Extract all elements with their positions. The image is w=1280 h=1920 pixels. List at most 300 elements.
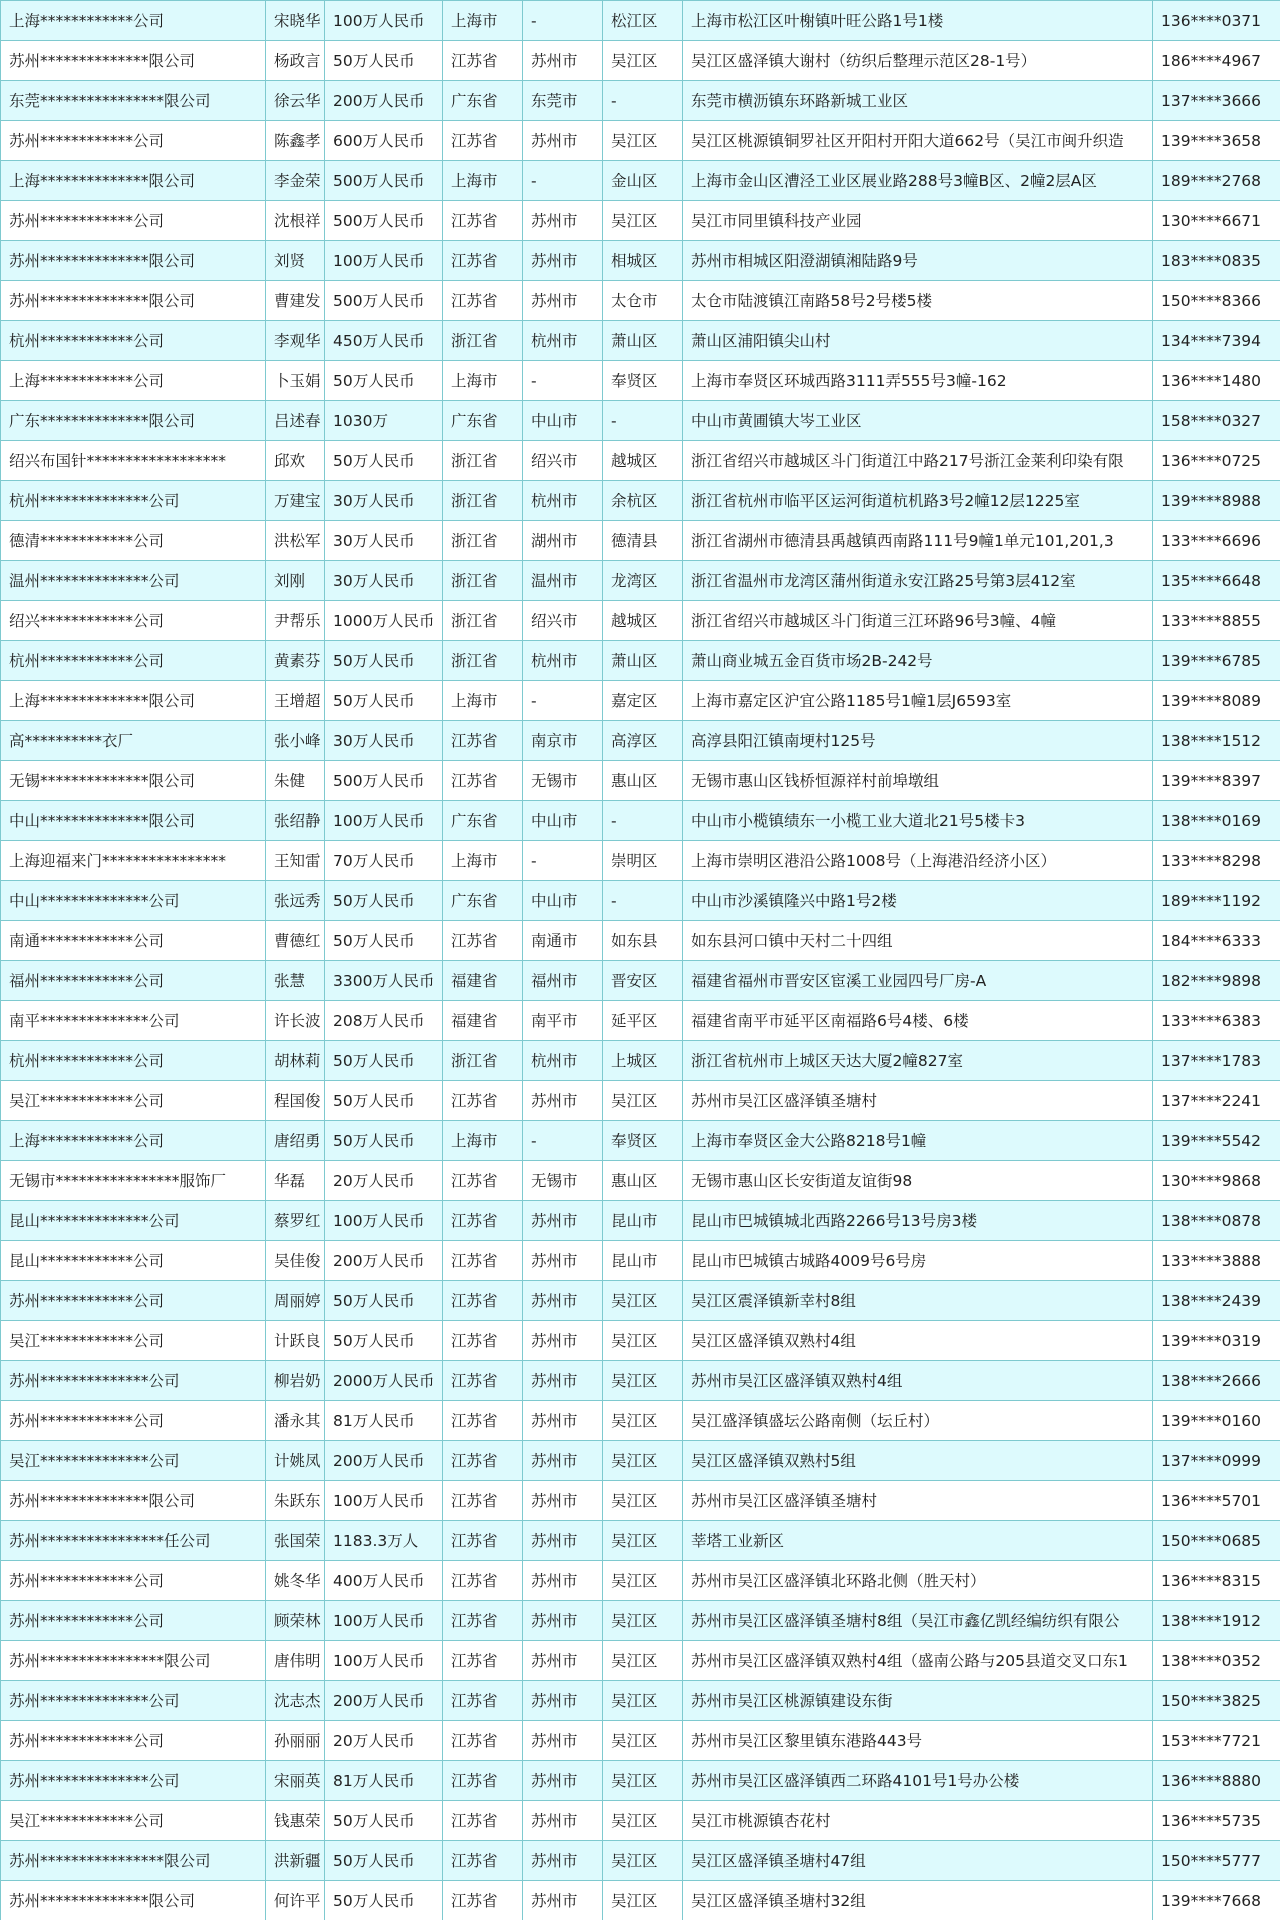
contact-name-cell[interactable]: 张小峰 [266,721,325,761]
company-name-cell[interactable]: 南通************公司 [1,921,266,961]
province-cell[interactable]: 江苏省 [443,1201,523,1241]
registered-capital-cell[interactable]: 50万人民币 [325,681,443,721]
city-cell[interactable]: 杭州市 [523,481,603,521]
address-cell[interactable]: 上海市奉贤区金大公路8218号1幢 [683,1121,1153,1161]
company-name-cell[interactable]: 杭州************公司 [1,321,266,361]
phone-cell[interactable]: 134****7394 [1153,321,1280,361]
registered-capital-cell[interactable]: 100万人民币 [325,1481,443,1521]
contact-name-cell[interactable]: 胡林莉 [266,1041,325,1081]
district-cell[interactable]: 奉贤区 [603,361,683,401]
contact-name-cell[interactable]: 宋丽英 [266,1761,325,1801]
address-cell[interactable]: 中山市沙溪镇隆兴中路1号2楼 [683,881,1153,921]
address-cell[interactable]: 浙江省湖州市德清县禹越镇西南路111号9幢1单元101,201,3 [683,521,1153,561]
address-cell[interactable]: 萧山区浦阳镇尖山村 [683,321,1153,361]
registered-capital-cell[interactable]: 100万人民币 [325,1641,443,1681]
phone-cell[interactable]: 183****0835 [1153,241,1280,281]
phone-cell[interactable]: 139****3658 [1153,121,1280,161]
city-cell[interactable]: 苏州市 [523,121,603,161]
company-name-cell[interactable]: 苏州************公司 [1,1601,266,1641]
district-cell[interactable]: 吴江区 [603,1441,683,1481]
district-cell[interactable]: 吴江区 [603,1801,683,1841]
district-cell[interactable]: 吴江区 [603,1081,683,1121]
address-cell[interactable]: 吴江区盛泽镇圣塘村32组 [683,1881,1153,1920]
address-cell[interactable]: 吴江区盛泽镇双熟村4组 [683,1321,1153,1361]
phone-cell[interactable]: 136****1480 [1153,361,1280,401]
registered-capital-cell[interactable]: 30万人民币 [325,521,443,561]
company-name-cell[interactable]: 苏州**************限公司 [1,241,266,281]
address-cell[interactable]: 吴江市同里镇科技产业园 [683,201,1153,241]
province-cell[interactable]: 江苏省 [443,1841,523,1881]
district-cell[interactable]: 吴江区 [603,1321,683,1361]
company-name-cell[interactable]: 苏州****************限公司 [1,1641,266,1681]
company-name-cell[interactable]: 绍兴布国针****************** [1,441,266,481]
registered-capital-cell[interactable]: 30万人民币 [325,481,443,521]
province-cell[interactable]: 江苏省 [443,1601,523,1641]
company-name-cell[interactable]: 苏州****************任公司 [1,1521,266,1561]
province-cell[interactable]: 江苏省 [443,1441,523,1481]
phone-cell[interactable]: 137****1783 [1153,1041,1280,1081]
province-cell[interactable]: 江苏省 [443,1281,523,1321]
contact-name-cell[interactable]: 刘贤 [266,241,325,281]
district-cell[interactable]: 晋安区 [603,961,683,1001]
address-cell[interactable]: 高淳县阳江镇南埂村125号 [683,721,1153,761]
address-cell[interactable]: 福建省南平市延平区南福路6号4楼、6楼 [683,1001,1153,1041]
city-cell[interactable]: 东莞市 [523,81,603,121]
contact-name-cell[interactable]: 刘刚 [266,561,325,601]
district-cell[interactable]: 奉贤区 [603,1121,683,1161]
province-cell[interactable]: 江苏省 [443,721,523,761]
address-cell[interactable]: 吴江盛泽镇盛坛公路南侧（坛丘村） [683,1401,1153,1441]
contact-name-cell[interactable]: 洪新疆 [266,1841,325,1881]
registered-capital-cell[interactable]: 50万人民币 [325,441,443,481]
contact-name-cell[interactable]: 李金荣 [266,161,325,201]
phone-cell[interactable]: 136****5735 [1153,1801,1280,1841]
contact-name-cell[interactable]: 朱跃东 [266,1481,325,1521]
phone-cell[interactable]: 182****9898 [1153,961,1280,1001]
company-name-cell[interactable]: 上海**************限公司 [1,681,266,721]
district-cell[interactable]: 越城区 [603,601,683,641]
address-cell[interactable]: 上海市奉贤区环城西路3111弄555号3幢-162 [683,361,1153,401]
district-cell[interactable]: 德清县 [603,521,683,561]
province-cell[interactable]: 江苏省 [443,1881,523,1920]
province-cell[interactable]: 浙江省 [443,481,523,521]
company-name-cell[interactable]: 苏州**************限公司 [1,41,266,81]
province-cell[interactable]: 广东省 [443,881,523,921]
city-cell[interactable]: 苏州市 [523,1201,603,1241]
registered-capital-cell[interactable]: 1183.3万人 [325,1521,443,1561]
city-cell[interactable]: 苏州市 [523,1081,603,1121]
company-name-cell[interactable]: 杭州**************公司 [1,481,266,521]
province-cell[interactable]: 广东省 [443,801,523,841]
address-cell[interactable]: 苏州市相城区阳澄湖镇湘陆路9号 [683,241,1153,281]
phone-cell[interactable]: 136****5701 [1153,1481,1280,1521]
registered-capital-cell[interactable]: 100万人民币 [325,241,443,281]
phone-cell[interactable]: 139****0160 [1153,1401,1280,1441]
address-cell[interactable]: 上海市金山区漕泾工业区展业路288号3幢B区、2幢2层A区 [683,161,1153,201]
province-cell[interactable]: 福建省 [443,961,523,1001]
contact-name-cell[interactable]: 周丽婷 [266,1281,325,1321]
city-cell[interactable]: 中山市 [523,881,603,921]
city-cell[interactable]: - [523,1,603,41]
province-cell[interactable]: 广东省 [443,401,523,441]
district-cell[interactable]: 萧山区 [603,321,683,361]
district-cell[interactable]: 昆山市 [603,1241,683,1281]
company-name-cell[interactable]: 绍兴************公司 [1,601,266,641]
company-name-cell[interactable]: 苏州************公司 [1,1281,266,1321]
address-cell[interactable]: 莘塔工业新区 [683,1521,1153,1561]
contact-name-cell[interactable]: 顾荣林 [266,1601,325,1641]
registered-capital-cell[interactable]: 3300万人民币 [325,961,443,1001]
registered-capital-cell[interactable]: 200万人民币 [325,1681,443,1721]
phone-cell[interactable]: 138****1512 [1153,721,1280,761]
phone-cell[interactable]: 136****8315 [1153,1561,1280,1601]
province-cell[interactable]: 江苏省 [443,201,523,241]
contact-name-cell[interactable]: 孙丽丽 [266,1721,325,1761]
province-cell[interactable]: 浙江省 [443,601,523,641]
registered-capital-cell[interactable]: 30万人民币 [325,561,443,601]
province-cell[interactable]: 江苏省 [443,281,523,321]
contact-name-cell[interactable]: 张慧 [266,961,325,1001]
registered-capital-cell[interactable]: 500万人民币 [325,201,443,241]
contact-name-cell[interactable]: 朱健 [266,761,325,801]
city-cell[interactable]: 苏州市 [523,1321,603,1361]
contact-name-cell[interactable]: 尹帮乐 [266,601,325,641]
company-name-cell[interactable]: 无锡市****************服饰厂 [1,1161,266,1201]
district-cell[interactable]: 惠山区 [603,761,683,801]
registered-capital-cell[interactable]: 81万人民币 [325,1761,443,1801]
district-cell[interactable]: 萧山区 [603,641,683,681]
city-cell[interactable]: - [523,681,603,721]
registered-capital-cell[interactable]: 208万人民币 [325,1001,443,1041]
province-cell[interactable]: 江苏省 [443,1561,523,1601]
city-cell[interactable]: 苏州市 [523,1281,603,1321]
address-cell[interactable]: 浙江省温州市龙湾区蒲州街道永安江路25号第3层412室 [683,561,1153,601]
city-cell[interactable]: 苏州市 [523,1441,603,1481]
province-cell[interactable]: 浙江省 [443,641,523,681]
registered-capital-cell[interactable]: 100万人民币 [325,1,443,41]
city-cell[interactable]: 湖州市 [523,521,603,561]
contact-name-cell[interactable]: 潘永其 [266,1401,325,1441]
phone-cell[interactable]: 139****5542 [1153,1121,1280,1161]
phone-cell[interactable]: 186****4967 [1153,41,1280,81]
registered-capital-cell[interactable]: 600万人民币 [325,121,443,161]
company-name-cell[interactable]: 东莞****************限公司 [1,81,266,121]
contact-name-cell[interactable]: 杨政言 [266,41,325,81]
company-name-cell[interactable]: 中山**************限公司 [1,801,266,841]
contact-name-cell[interactable]: 唐绍勇 [266,1121,325,1161]
address-cell[interactable]: 苏州市吴江区盛泽镇圣塘村 [683,1481,1153,1521]
address-cell[interactable]: 苏州市吴江区盛泽镇双熟村4组（盛南公路与205县道交叉口东1 [683,1641,1153,1681]
district-cell[interactable]: 吴江区 [603,1401,683,1441]
contact-name-cell[interactable]: 邱欢 [266,441,325,481]
city-cell[interactable]: 杭州市 [523,1041,603,1081]
contact-name-cell[interactable]: 万建宝 [266,481,325,521]
city-cell[interactable]: 无锡市 [523,761,603,801]
address-cell[interactable]: 苏州市吴江区盛泽镇圣塘村 [683,1081,1153,1121]
district-cell[interactable]: 太仓市 [603,281,683,321]
city-cell[interactable]: - [523,361,603,401]
district-cell[interactable]: - [603,81,683,121]
province-cell[interactable]: 江苏省 [443,1081,523,1121]
district-cell[interactable]: 吴江区 [603,1361,683,1401]
registered-capital-cell[interactable]: 50万人民币 [325,921,443,961]
company-name-cell[interactable]: 上海迎福来门**************** [1,841,266,881]
address-cell[interactable]: 浙江省杭州市临平区运河街道杭机路3号2幢12层1225室 [683,481,1153,521]
province-cell[interactable]: 江苏省 [443,1321,523,1361]
city-cell[interactable]: 无锡市 [523,1161,603,1201]
registered-capital-cell[interactable]: 2000万人民币 [325,1361,443,1401]
address-cell[interactable]: 吴江区盛泽镇大谢村（纺织后整理示范区28-1号） [683,41,1153,81]
phone-cell[interactable]: 138****1912 [1153,1601,1280,1641]
district-cell[interactable]: 嘉定区 [603,681,683,721]
province-cell[interactable]: 上海市 [443,681,523,721]
city-cell[interactable]: 苏州市 [523,1561,603,1601]
address-cell[interactable]: 苏州市吴江区盛泽镇西二环路4101号1号办公楼 [683,1761,1153,1801]
province-cell[interactable]: 浙江省 [443,561,523,601]
company-name-cell[interactable]: 上海**************限公司 [1,161,266,201]
phone-cell[interactable]: 130****6671 [1153,201,1280,241]
phone-cell[interactable]: 138****0878 [1153,1201,1280,1241]
phone-cell[interactable]: 189****2768 [1153,161,1280,201]
province-cell[interactable]: 江苏省 [443,1161,523,1201]
address-cell[interactable]: 福建省福州市晋安区宦溪工业园四号厂房-A [683,961,1153,1001]
phone-cell[interactable]: 158****0327 [1153,401,1280,441]
district-cell[interactable]: 吴江区 [603,1761,683,1801]
province-cell[interactable]: 上海市 [443,841,523,881]
registered-capital-cell[interactable]: 50万人民币 [325,1841,443,1881]
registered-capital-cell[interactable]: 50万人民币 [325,881,443,921]
registered-capital-cell[interactable]: 81万人民币 [325,1401,443,1441]
address-cell[interactable]: 上海市嘉定区沪宜公路1185号1幢1层J6593室 [683,681,1153,721]
city-cell[interactable]: 杭州市 [523,321,603,361]
address-cell[interactable]: 昆山市巴城镇城北西路2266号13号房3楼 [683,1201,1153,1241]
district-cell[interactable]: 吴江区 [603,1561,683,1601]
registered-capital-cell[interactable]: 50万人民币 [325,1081,443,1121]
address-cell[interactable]: 中山市黄圃镇大岑工业区 [683,401,1153,441]
contact-name-cell[interactable]: 柳岩奶 [266,1361,325,1401]
phone-cell[interactable]: 139****8397 [1153,761,1280,801]
address-cell[interactable]: 苏州市吴江区盛泽镇圣塘村8组（吴江市鑫亿凯经编纺织有限公 [683,1601,1153,1641]
address-cell[interactable]: 上海市松江区叶榭镇叶旺公路1号1楼 [683,1,1153,41]
address-cell[interactable]: 萧山商业城五金百货市场2B-242号 [683,641,1153,681]
district-cell[interactable]: 吴江区 [603,1481,683,1521]
city-cell[interactable]: 中山市 [523,801,603,841]
registered-capital-cell[interactable]: 1030万 [325,401,443,441]
contact-name-cell[interactable]: 钱惠荣 [266,1801,325,1841]
contact-name-cell[interactable]: 王增超 [266,681,325,721]
province-cell[interactable]: 江苏省 [443,1481,523,1521]
registered-capital-cell[interactable]: 50万人民币 [325,361,443,401]
province-cell[interactable]: 江苏省 [443,121,523,161]
contact-name-cell[interactable]: 华磊 [266,1161,325,1201]
contact-name-cell[interactable]: 王知雷 [266,841,325,881]
contact-name-cell[interactable]: 程国俊 [266,1081,325,1121]
registered-capital-cell[interactable]: 70万人民币 [325,841,443,881]
address-cell[interactable]: 无锡市惠山区钱桥恒源祥村前埠墩组 [683,761,1153,801]
district-cell[interactable]: 吴江区 [603,1881,683,1920]
province-cell[interactable]: 江苏省 [443,921,523,961]
province-cell[interactable]: 江苏省 [443,1521,523,1561]
company-name-cell[interactable]: 苏州************公司 [1,201,266,241]
registered-capital-cell[interactable]: 200万人民币 [325,1241,443,1281]
contact-name-cell[interactable]: 曹建发 [266,281,325,321]
registered-capital-cell[interactable]: 200万人民币 [325,81,443,121]
city-cell[interactable]: 苏州市 [523,1801,603,1841]
company-name-cell[interactable]: 苏州************公司 [1,1721,266,1761]
address-cell[interactable]: 昆山市巴城镇古城路4009号6号房 [683,1241,1153,1281]
phone-cell[interactable]: 133****6696 [1153,521,1280,561]
province-cell[interactable]: 江苏省 [443,1361,523,1401]
city-cell[interactable]: 苏州市 [523,241,603,281]
district-cell[interactable]: 吴江区 [603,1601,683,1641]
contact-name-cell[interactable]: 蔡罗红 [266,1201,325,1241]
company-name-cell[interactable]: 无锡**************限公司 [1,761,266,801]
address-cell[interactable]: 吴江市桃源镇杏花村 [683,1801,1153,1841]
city-cell[interactable]: 苏州市 [523,1241,603,1281]
contact-name-cell[interactable]: 张绍静 [266,801,325,841]
city-cell[interactable]: 苏州市 [523,1361,603,1401]
registered-capital-cell[interactable]: 50万人民币 [325,1041,443,1081]
company-name-cell[interactable]: 温州**************公司 [1,561,266,601]
phone-cell[interactable]: 138****2439 [1153,1281,1280,1321]
city-cell[interactable]: 南京市 [523,721,603,761]
city-cell[interactable]: 福州市 [523,961,603,1001]
company-name-cell[interactable]: 广东**************限公司 [1,401,266,441]
phone-cell[interactable]: 138****2666 [1153,1361,1280,1401]
phone-cell[interactable]: 137****0999 [1153,1441,1280,1481]
phone-cell[interactable]: 139****8988 [1153,481,1280,521]
company-name-cell[interactable]: 苏州************公司 [1,1401,266,1441]
phone-cell[interactable]: 130****9868 [1153,1161,1280,1201]
registered-capital-cell[interactable]: 50万人民币 [325,641,443,681]
company-name-cell[interactable]: 中山**************公司 [1,881,266,921]
district-cell[interactable]: 吴江区 [603,1641,683,1681]
district-cell[interactable]: 吴江区 [603,1841,683,1881]
province-cell[interactable]: 福建省 [443,1001,523,1041]
company-name-cell[interactable]: 吴江************公司 [1,1321,266,1361]
company-name-cell[interactable]: 高**********衣厂 [1,721,266,761]
city-cell[interactable]: 温州市 [523,561,603,601]
registered-capital-cell[interactable]: 50万人民币 [325,41,443,81]
city-cell[interactable]: 苏州市 [523,1481,603,1521]
contact-name-cell[interactable]: 计姚凤 [266,1441,325,1481]
phone-cell[interactable]: 150****3825 [1153,1681,1280,1721]
phone-cell[interactable]: 189****1192 [1153,881,1280,921]
phone-cell[interactable]: 133****6383 [1153,1001,1280,1041]
contact-name-cell[interactable]: 张国荣 [266,1521,325,1561]
company-name-cell[interactable]: 苏州************公司 [1,1561,266,1601]
registered-capital-cell[interactable]: 100万人民币 [325,801,443,841]
contact-name-cell[interactable]: 李观华 [266,321,325,361]
city-cell[interactable]: 苏州市 [523,1721,603,1761]
phone-cell[interactable]: 136****8880 [1153,1761,1280,1801]
company-name-cell[interactable]: 吴江************公司 [1,1081,266,1121]
address-cell[interactable]: 吴江区盛泽镇双熟村5组 [683,1441,1153,1481]
district-cell[interactable]: 吴江区 [603,41,683,81]
province-cell[interactable]: 浙江省 [443,1041,523,1081]
phone-cell[interactable]: 184****6333 [1153,921,1280,961]
registered-capital-cell[interactable]: 50万人民币 [325,1801,443,1841]
registered-capital-cell[interactable]: 30万人民币 [325,721,443,761]
company-name-cell[interactable]: 苏州****************限公司 [1,1841,266,1881]
company-name-cell[interactable]: 昆山************公司 [1,1241,266,1281]
city-cell[interactable]: 苏州市 [523,1601,603,1641]
contact-name-cell[interactable]: 姚冬华 [266,1561,325,1601]
company-name-cell[interactable]: 吴江************公司 [1,1801,266,1841]
district-cell[interactable]: 惠山区 [603,1161,683,1201]
company-name-cell[interactable]: 苏州**************公司 [1,1761,266,1801]
address-cell[interactable]: 吴江区盛泽镇圣塘村47组 [683,1841,1153,1881]
city-cell[interactable]: 苏州市 [523,1401,603,1441]
phone-cell[interactable]: 139****7668 [1153,1881,1280,1920]
district-cell[interactable]: 龙湾区 [603,561,683,601]
contact-name-cell[interactable]: 吴佳俊 [266,1241,325,1281]
address-cell[interactable]: 浙江省绍兴市越城区斗门街道江中路217号浙江金莱利印染有限 [683,441,1153,481]
city-cell[interactable]: 苏州市 [523,41,603,81]
registered-capital-cell[interactable]: 50万人民币 [325,1281,443,1321]
district-cell[interactable]: 吴江区 [603,201,683,241]
company-name-cell[interactable]: 苏州**************限公司 [1,1481,266,1521]
registered-capital-cell[interactable]: 50万人民币 [325,1881,443,1920]
city-cell[interactable]: - [523,1121,603,1161]
city-cell[interactable]: 南平市 [523,1001,603,1041]
contact-name-cell[interactable]: 曹德红 [266,921,325,961]
company-name-cell[interactable]: 昆山**************公司 [1,1201,266,1241]
address-cell[interactable]: 浙江省绍兴市越城区斗门街道三江环路96号3幢、4幢 [683,601,1153,641]
address-cell[interactable]: 苏州市吴江区盛泽镇双熟村4组 [683,1361,1153,1401]
company-name-cell[interactable]: 苏州**************限公司 [1,1881,266,1920]
district-cell[interactable]: 金山区 [603,161,683,201]
province-cell[interactable]: 浙江省 [443,321,523,361]
province-cell[interactable]: 江苏省 [443,1401,523,1441]
contact-name-cell[interactable]: 张远秀 [266,881,325,921]
address-cell[interactable]: 无锡市惠山区长安街道友谊街98 [683,1161,1153,1201]
district-cell[interactable]: - [603,801,683,841]
phone-cell[interactable]: 150****5777 [1153,1841,1280,1881]
city-cell[interactable]: - [523,161,603,201]
company-name-cell[interactable]: 上海************公司 [1,1121,266,1161]
registered-capital-cell[interactable]: 100万人民币 [325,1201,443,1241]
phone-cell[interactable]: 150****0685 [1153,1521,1280,1561]
district-cell[interactable]: 松江区 [603,1,683,41]
address-cell[interactable]: 上海市崇明区港沿公路1008号（上海港沿经济小区） [683,841,1153,881]
phone-cell[interactable]: 135****6648 [1153,561,1280,601]
contact-name-cell[interactable]: 卜玉娟 [266,361,325,401]
phone-cell[interactable]: 139****6785 [1153,641,1280,681]
district-cell[interactable]: 高淳区 [603,721,683,761]
city-cell[interactable]: 南通市 [523,921,603,961]
phone-cell[interactable]: 133****3888 [1153,1241,1280,1281]
city-cell[interactable]: 杭州市 [523,641,603,681]
company-name-cell[interactable]: 苏州**************公司 [1,1361,266,1401]
company-name-cell[interactable]: 上海************公司 [1,361,266,401]
company-name-cell[interactable]: 南平**************公司 [1,1001,266,1041]
district-cell[interactable]: 吴江区 [603,1681,683,1721]
city-cell[interactable]: 苏州市 [523,1841,603,1881]
contact-name-cell[interactable]: 唐伟明 [266,1641,325,1681]
contact-name-cell[interactable]: 吕述春 [266,401,325,441]
district-cell[interactable]: 延平区 [603,1001,683,1041]
company-name-cell[interactable]: 苏州**************限公司 [1,281,266,321]
city-cell[interactable]: 苏州市 [523,1761,603,1801]
registered-capital-cell[interactable]: 50万人民币 [325,1321,443,1361]
province-cell[interactable]: 江苏省 [443,761,523,801]
province-cell[interactable]: 上海市 [443,1121,523,1161]
phone-cell[interactable]: 136****0371 [1153,1,1280,41]
registered-capital-cell[interactable]: 400万人民币 [325,1561,443,1601]
contact-name-cell[interactable]: 徐云华 [266,81,325,121]
district-cell[interactable]: - [603,881,683,921]
